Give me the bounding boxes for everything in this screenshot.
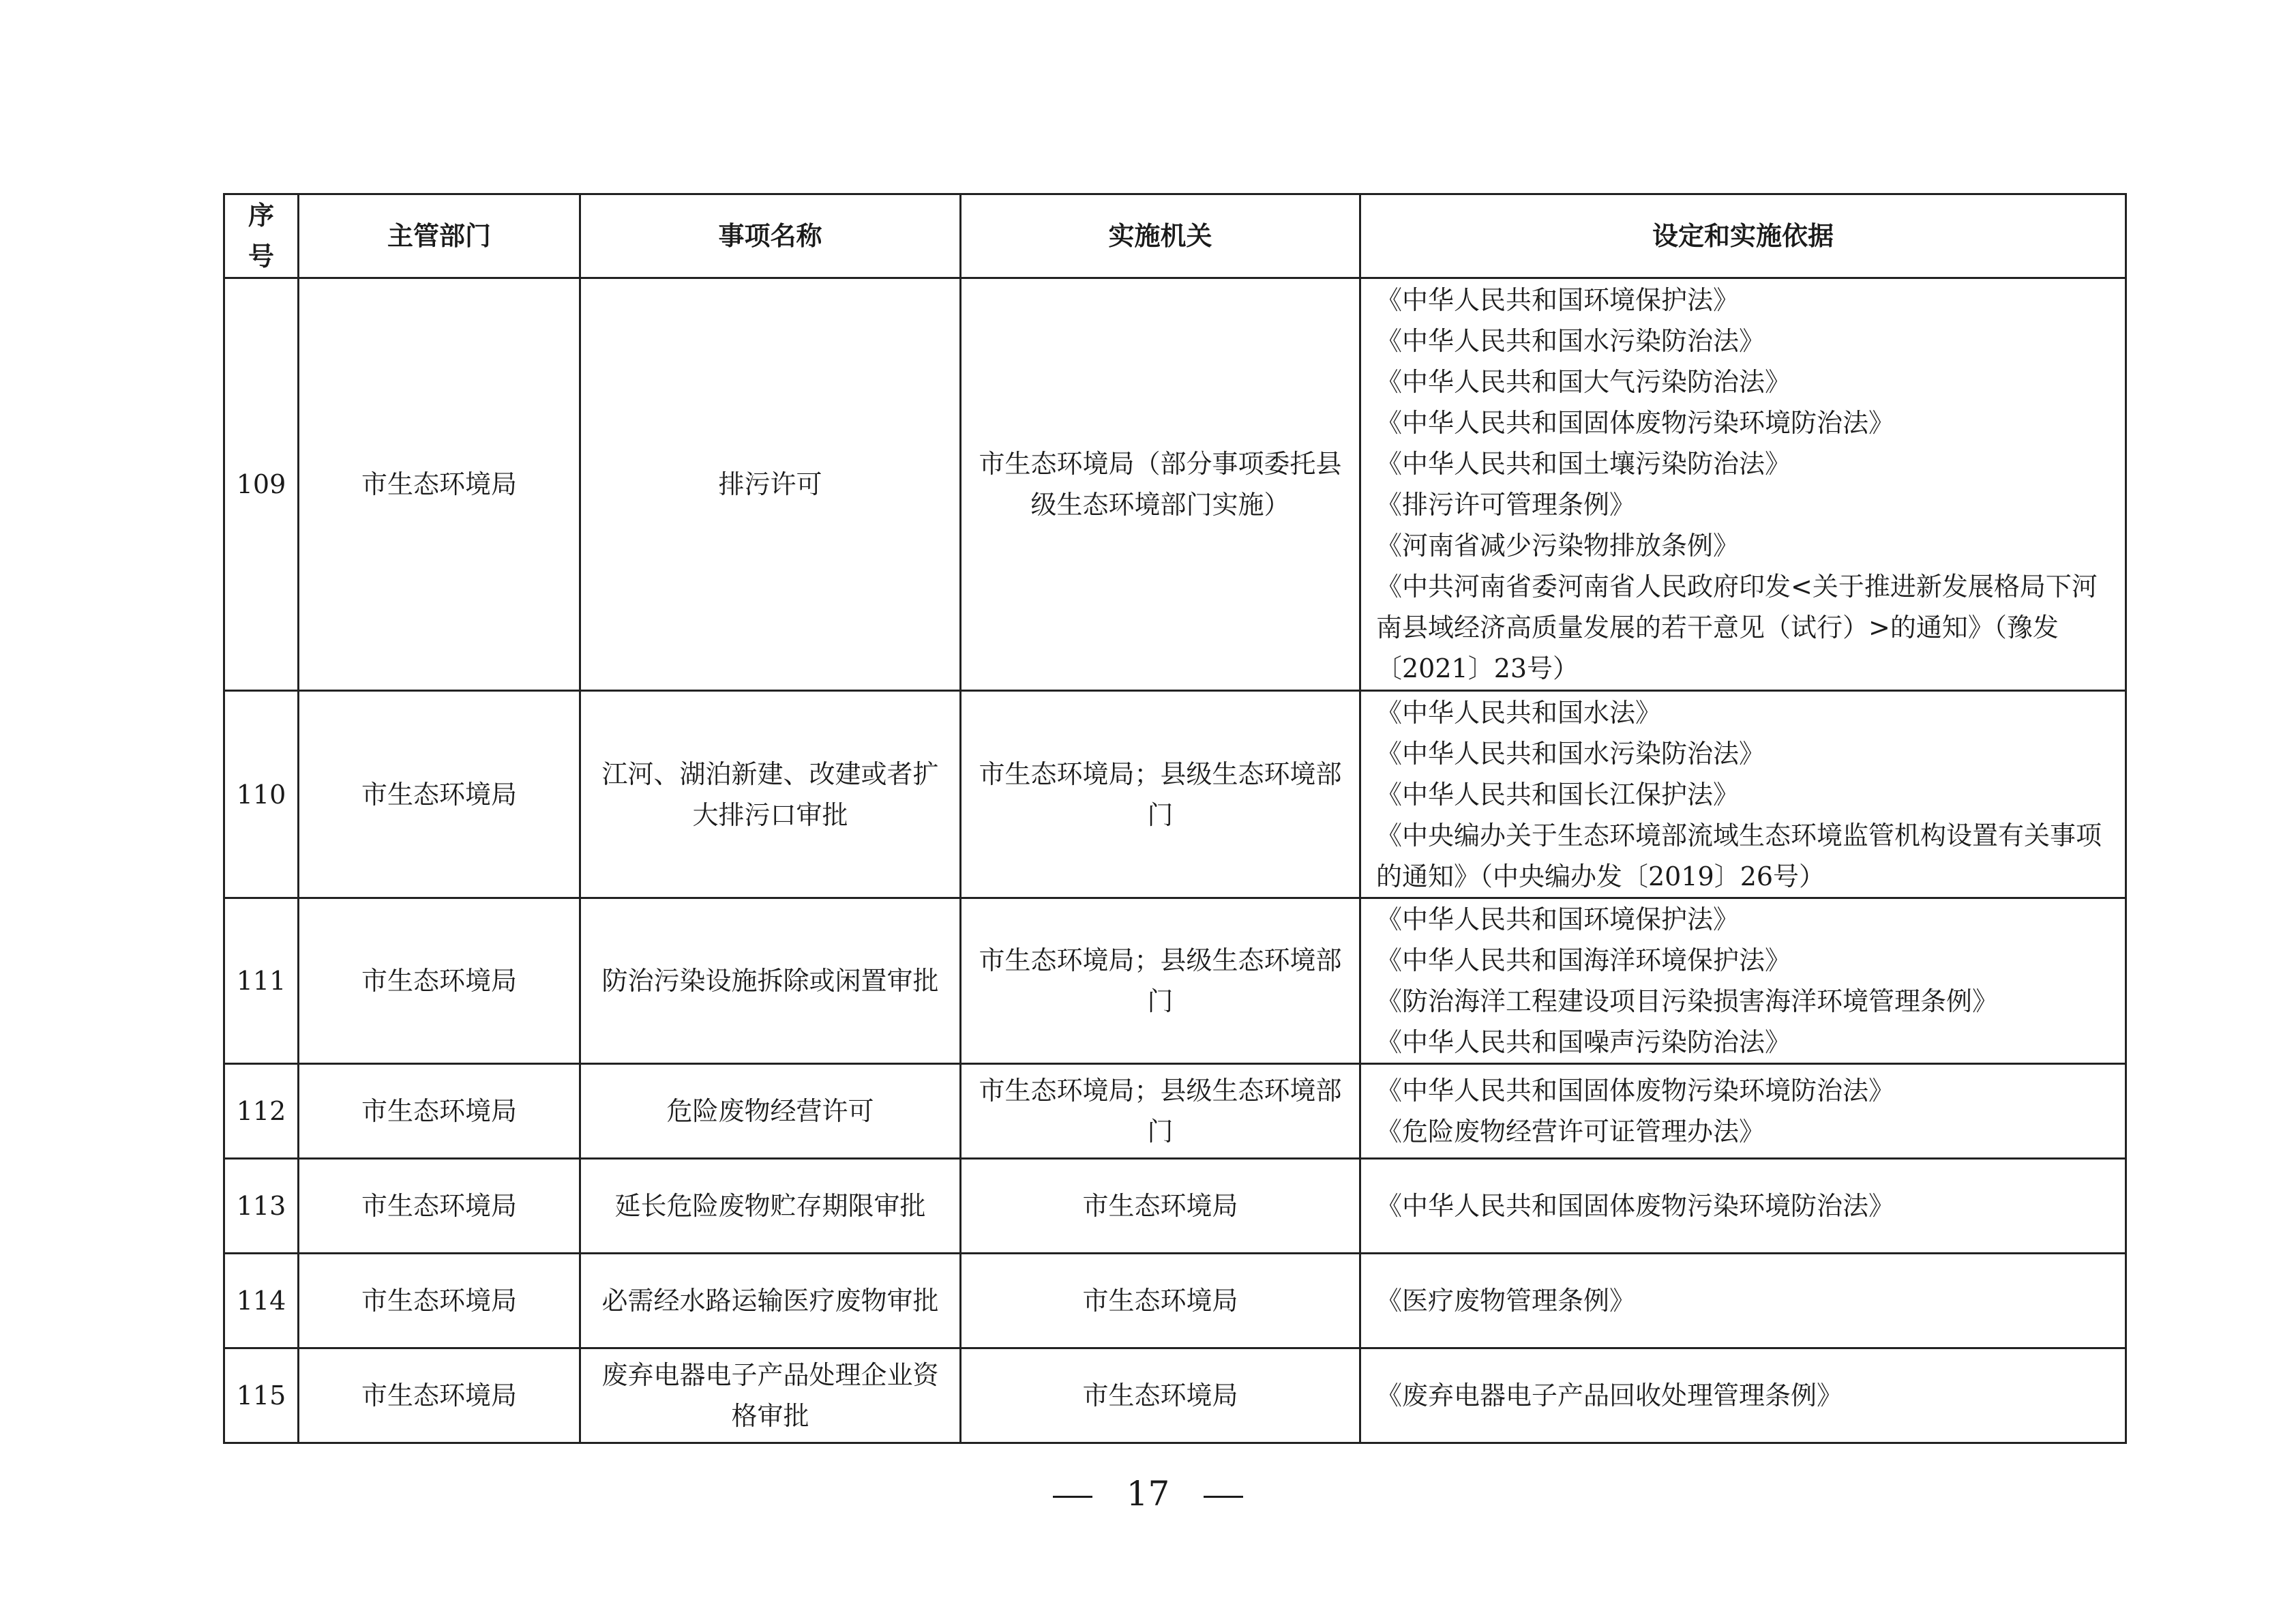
basis-entry: 《中央编办关于生态环境部流域生态环境监管机构设置有关事项的通知》（中央编办发〔2019〕26号） — [1376, 820, 2102, 891]
table-row — [224, 1254, 2126, 1348]
cell-serial-number: 114 — [224, 1254, 299, 1348]
cell-item-name: 废弃电器电子产品处理企业资格审批 — [580, 1348, 961, 1443]
header-item-name: 事项名称 — [580, 194, 961, 278]
basis-entry: 《中华人民共和国长江保护法》 — [1376, 779, 1740, 810]
basis-entry: 《防治海洋工程建设项目污染损害海洋环境管理条例》 — [1376, 986, 1999, 1016]
cell-item-name: 防治污染设施拆除或闲置审批 — [580, 898, 961, 1064]
table-header-row — [224, 194, 2126, 278]
basis-entry: 《中华人民共和国土壤污染防治法》 — [1376, 449, 1791, 479]
header-basis: 设定和实施依据 — [1360, 194, 2126, 278]
cell-department: 市生态环境局 — [299, 1348, 580, 1443]
basis-entry: 《中华人民共和国固体废物污染环境防治法》 — [1376, 1076, 1895, 1106]
basis-entry: 《中华人民共和国水污染防治法》 — [1376, 326, 1765, 356]
cell-agency: 市生态环境局；县级生态环境部门 — [961, 898, 1360, 1064]
cell-basis — [1360, 1348, 2126, 1443]
cell-basis — [1360, 1064, 2126, 1159]
cell-department: 市生态环境局 — [299, 1064, 580, 1159]
cell-department: 市生态环境局 — [299, 1254, 580, 1348]
cell-agency: 市生态环境局 — [961, 1254, 1360, 1348]
table-row — [224, 1159, 2126, 1254]
cell-basis — [1360, 898, 2126, 1064]
approval-items-table — [223, 193, 2127, 1444]
cell-department: 市生态环境局 — [299, 278, 580, 691]
basis-entry: 《排污许可管理条例》 — [1376, 490, 1636, 520]
cell-serial-number: 115 — [224, 1348, 299, 1443]
page-number: 17 — [1126, 1474, 1170, 1514]
table-row — [224, 1348, 2126, 1443]
cell-agency: 市生态环境局 — [961, 1348, 1360, 1443]
cell-agency: 市生态环境局；县级生态环境部门 — [961, 1064, 1360, 1159]
cell-serial-number: 109 — [224, 278, 299, 691]
table-row — [224, 1064, 2126, 1159]
table-row — [224, 898, 2126, 1064]
basis-entry: 《中华人民共和国海洋环境保护法》 — [1376, 945, 1791, 975]
header-department: 主管部门 — [299, 194, 580, 278]
table-row — [224, 278, 2126, 691]
cell-item-name: 危险废物经营许可 — [580, 1064, 961, 1159]
basis-entry: 《中华人民共和国噪声污染防治法》 — [1376, 1027, 1791, 1057]
page-footer — [0, 1470, 2296, 1518]
cell-basis — [1360, 1254, 2126, 1348]
basis-entry: 《中华人民共和国环境保护法》 — [1376, 285, 1740, 315]
cell-agency: 市生态环境局（部分事项委托县级生态环境部门实施） — [961, 278, 1360, 691]
cell-serial-number: 111 — [224, 898, 299, 1064]
cell-agency: 市生态环境局 — [961, 1159, 1360, 1254]
footer-dash-left — [1053, 1496, 1092, 1498]
header-agency: 实施机关 — [961, 194, 1360, 278]
cell-department: 市生态环境局 — [299, 691, 580, 898]
basis-entry: 《中华人民共和国固体废物污染环境防治法》 — [1376, 1191, 1895, 1221]
cell-basis — [1360, 691, 2126, 898]
basis-entry: 《中华人民共和国大气污染防治法》 — [1376, 367, 1791, 397]
table-row — [224, 691, 2126, 898]
footer-dash-right — [1204, 1496, 1243, 1498]
header-serial-number: 序号 — [224, 194, 299, 278]
basis-entry: 《中华人民共和国固体废物污染环境防治法》 — [1376, 408, 1895, 438]
basis-entry: 《中华人民共和国环境保护法》 — [1376, 904, 1740, 934]
cell-department: 市生态环境局 — [299, 898, 580, 1064]
basis-entry: 《医疗废物管理条例》 — [1376, 1286, 1636, 1316]
basis-entry: 《废弃电器电子产品回收处理管理条例》 — [1376, 1381, 1843, 1411]
cell-item-name: 必需经水路运输医疗废物审批 — [580, 1254, 961, 1348]
cell-serial-number: 113 — [224, 1159, 299, 1254]
cell-agency: 市生态环境局；县级生态环境部门 — [961, 691, 1360, 898]
cell-item-name: 江河、湖泊新建、改建或者扩大排污口审批 — [580, 691, 961, 898]
cell-basis — [1360, 1159, 2126, 1254]
cell-basis — [1360, 278, 2126, 691]
basis-entry: 《危险废物经营许可证管理办法》 — [1376, 1117, 1765, 1147]
basis-entry: 《河南省减少污染物排放条例》 — [1376, 531, 1740, 561]
cell-serial-number: 110 — [224, 691, 299, 898]
basis-entry: 《中华人民共和国水污染防治法》 — [1376, 738, 1765, 769]
basis-entry: 《中共河南省委河南省人民政府印发<关于推进新发展格局下河南县域经济高质量发展的若干意见（试行）>的通知》（豫发〔2021〕23号） — [1376, 572, 2098, 683]
cell-item-name: 排污许可 — [580, 278, 961, 691]
cell-serial-number: 112 — [224, 1064, 299, 1159]
cell-department: 市生态环境局 — [299, 1159, 580, 1254]
basis-entry: 《中华人民共和国水法》 — [1376, 697, 1662, 728]
cell-item-name: 延长危险废物贮存期限审批 — [580, 1159, 961, 1254]
